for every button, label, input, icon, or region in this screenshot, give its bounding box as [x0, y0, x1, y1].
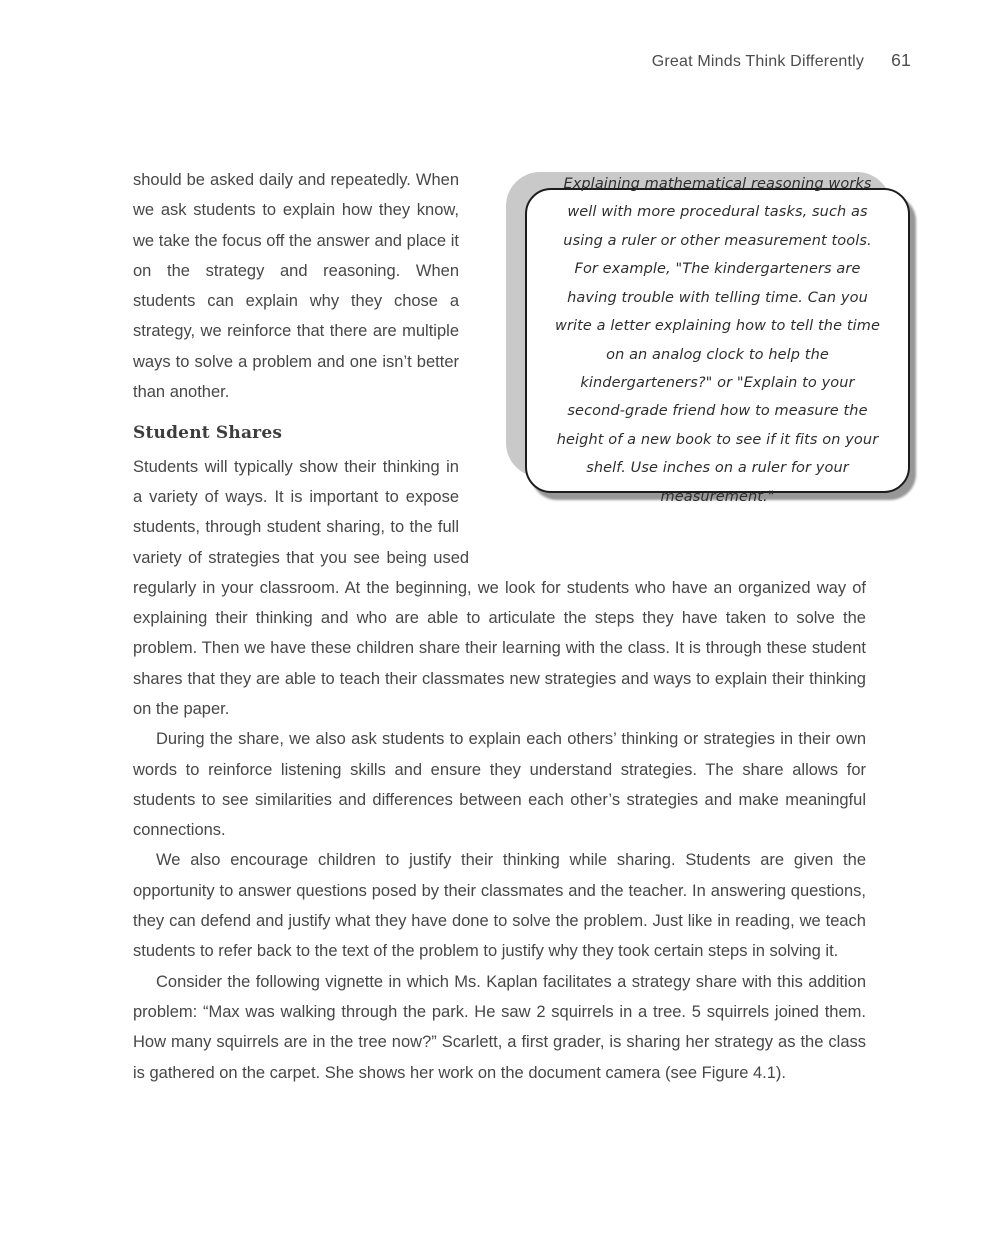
running-head: Great Minds Think Differently — [651, 53, 865, 70]
page-number: 61 — [891, 50, 911, 70]
page-header — [133, 50, 911, 72]
paragraph-continuation: should be asked daily and repeatedly. When we ask students to explain how they know, we take the focus off the answer and place it on the strategy and reasoning. When students can explain why they chose a strategy, we reinforce that there are multiple ways to solve a problem and one isn’t better than another. — [133, 171, 459, 402]
body-text-area — [133, 165, 880, 1088]
section-heading: Student Shares — [133, 423, 283, 444]
callout-box — [525, 176, 910, 505]
paragraph-during-the-share: During the share, we also ask students to explain each others’ thinking or strategies in their own words to reinforce listening skills and ensure they understand strategies. The share allows for students to see similarities and differences between each other’s strategies and make meaningful connections. — [133, 730, 866, 840]
callout-text: Explaining mathematical reasoning works well with more procedural tasks, such as using a ruler or other measurement tools. For example, "The kindergarteners are having trouble with telling time. Can you write a letter explaining how to tell the time on an analog clock to help the kindergarteners?" or "Explain to your second-grade friend how to measure the height of a new book to see if it fits on your shelf. Use inches on a ruler for your measurement." — [555, 176, 880, 505]
callout-bordered-frame — [525, 176, 910, 505]
paragraph-justify-thinking: We also encourage children to justify their thinking while sharing. Students are given the opportunity to answer questions posed by their classmates and the teacher. In answering questions, they can defend and justify what they have done to solve the problem. Just like in reading, we teach students to refer back to the text of the problem to justify why they took certain steps in solving it. — [133, 851, 866, 961]
paragraph-vignette: Consider the following vignette in which Ms. Kaplan facilitates a strategy share with this addition problem: “Max was walking through the park. He saw 2 squirrels in a tree. 5 squirrels joined them. How many squirrels are in the tree now?” Scarlett, a first grader, is sharing her strategy as the class is gathered on the carpet. She shows her work on the document camera (see Figure 4.1). — [133, 972, 866, 1082]
paragraph-student-shares-intro: Students will typically show their thinking in a variety of ways. It is important to expose students, through student sharing, to the full variety of strategies that you see being used regularly in your classroom. At the beginning, we look for students who have an organized way of explaining their thinking and who are able to articulate the steps they have taken to solve the problem. Then we have these children share their learning with the class. It is through these student shares that they are able to teach their classmates new strategies and ways to explain their thinking on the paper. — [133, 457, 866, 718]
